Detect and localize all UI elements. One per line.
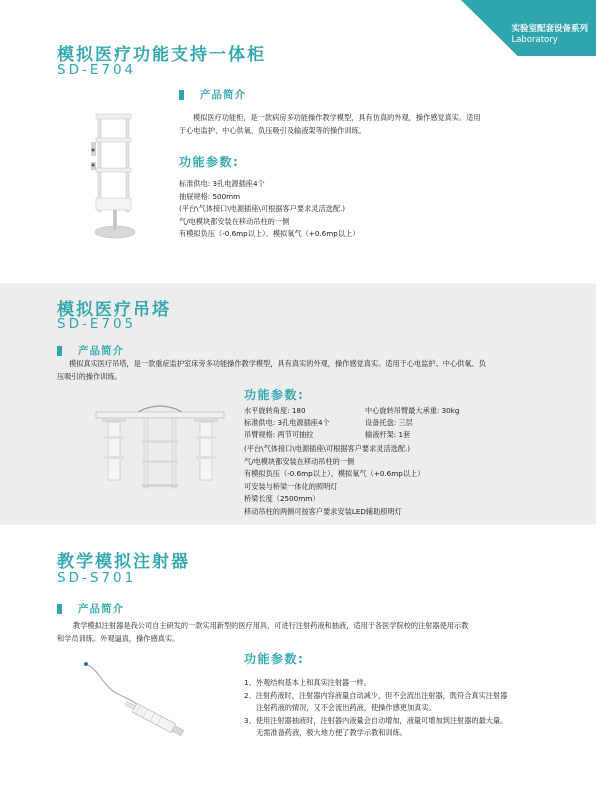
feature-line: 1、外观结构基本上和真实注射器一样。 bbox=[244, 678, 371, 687]
spec-line: 气/电模块都安装在移动吊柱的一侧 bbox=[179, 216, 290, 226]
intro-heading-label: 产品简介 bbox=[200, 89, 246, 101]
spec-cell: 标准供电: 3孔电源插座4个 bbox=[244, 418, 330, 427]
product2-title: 模拟医疗吊塔 bbox=[57, 300, 171, 320]
intro-heading-label: 产品简介 bbox=[78, 345, 124, 357]
spec-line: 移动吊柱的两侧可按客户要求安装LED辅助照明灯 bbox=[244, 506, 402, 516]
series-label bbox=[511, 24, 588, 46]
spec-line: 桥梁长度（2500mm） bbox=[244, 494, 320, 503]
feature-line: 无需准备药液，极大地方便了教学示教和训练。 bbox=[256, 728, 407, 737]
spec-row bbox=[244, 405, 459, 417]
spec-line: 可安装与桥梁一体化的照明灯 bbox=[244, 481, 338, 491]
spec-cell: 设备托盘: 三层 bbox=[365, 418, 413, 427]
feature-line: 3、使用注射器抽液时，注射器内液量会自动增加，液量可增加到注射器的最大量。 bbox=[244, 715, 508, 725]
series-en: Laboratory bbox=[511, 35, 558, 45]
spec-cell: 水平旋转角度: 180 bbox=[244, 406, 306, 415]
product2-intro-heading bbox=[57, 343, 124, 358]
product1-title: 模拟医疗功能支持一体柜 bbox=[57, 45, 266, 65]
spec-cell: 吊臂规格: 两节可抽拉 bbox=[244, 430, 314, 439]
heading-bar bbox=[57, 604, 62, 614]
product3-code: SD-S701 bbox=[57, 570, 137, 586]
product3-features bbox=[244, 677, 507, 740]
intro-line: 教学模拟注射器是我公司自主研发的一款实用新型的医疗用具，可进行注射药液和抽液，适用于各医学院校的注射器使用示教 bbox=[73, 621, 469, 630]
product2-intro-text bbox=[57, 358, 547, 383]
product1-specs bbox=[179, 178, 359, 241]
heading-bar bbox=[57, 346, 62, 356]
product1-code: SD-E704 bbox=[57, 62, 137, 78]
intro-line: 于心电监护、中心供氧、负压吸引及输液架等的操作训练。 bbox=[179, 125, 366, 135]
product2-specs-grid bbox=[244, 405, 459, 441]
spec-cell: 中心旋转吊臂最大承重: 30kg bbox=[365, 406, 460, 415]
product3-func-heading: 功能参数: bbox=[244, 652, 305, 666]
heading-bar bbox=[179, 90, 184, 100]
pendant-tower-image bbox=[94, 400, 226, 490]
feature-line: 2、注射药液时，注射器内容液量自动减少，但不会流出注射器，既符合真实注射器 bbox=[244, 690, 508, 700]
spec-row bbox=[244, 429, 459, 441]
spec-line: 标准供电: 3孔电源插座4个 bbox=[179, 179, 265, 188]
cabinet-image bbox=[82, 110, 146, 246]
spec-line: 抽屉规格: 500mm bbox=[179, 191, 241, 201]
spec-line: 有模拟负压（-0.6mp以上）、模拟氧气（+0.6mp以上） bbox=[179, 229, 360, 238]
spec-row bbox=[244, 417, 459, 429]
spec-line: 有模拟负压（-0.6mp以上）、模拟氧气（+0.6mp以上） bbox=[244, 469, 425, 478]
intro-line: 压吸引的操作训练。 bbox=[57, 371, 122, 381]
product1-intro-heading bbox=[179, 87, 246, 102]
intro-heading-label: 产品简介 bbox=[78, 603, 124, 615]
spec-line: (平台\气体接口\电源插座\可根据客户要求灵活选配.) bbox=[244, 444, 411, 453]
product1-func-heading: 功能参数: bbox=[179, 155, 240, 169]
spec-line: (平台\气体接口\电源插座\可根据客户要求灵活选配.) bbox=[179, 204, 346, 213]
series-cn: 实验室配套设备系列 bbox=[511, 24, 588, 34]
product1-intro-text bbox=[179, 112, 549, 137]
product3-title: 教学模拟注射器 bbox=[57, 552, 190, 572]
feature-line: 注射药液的情况，又不会流出药液，使操作感更加真实。 bbox=[256, 703, 436, 712]
spec-cell: 输液杆架: 1套 bbox=[365, 430, 411, 439]
product3-intro-heading bbox=[57, 601, 124, 616]
product3-intro-text bbox=[57, 620, 547, 645]
spec-line: 气/电模块都安装在移动吊柱的一侧 bbox=[244, 456, 355, 466]
product2-func-heading: 功能参数: bbox=[244, 388, 305, 402]
intro-line: 和学员训练。外观逼真，操作感真实。 bbox=[57, 633, 180, 643]
syringe-image bbox=[80, 660, 190, 740]
product2-code: SD-E705 bbox=[57, 316, 137, 332]
product2-specs bbox=[244, 443, 424, 518]
intro-line: 模拟医疗功能柜，是一款病房多功能操作教学模型，具有仿真的外观，操作感觉真实。适用 bbox=[193, 113, 481, 122]
intro-line: 模拟真实医疗吊塔，是一款重症监护室床旁多功能操作教学模型，具有真实的外观，操作感觉真实。适用于心电监护、中心供氧、负 bbox=[69, 359, 486, 368]
